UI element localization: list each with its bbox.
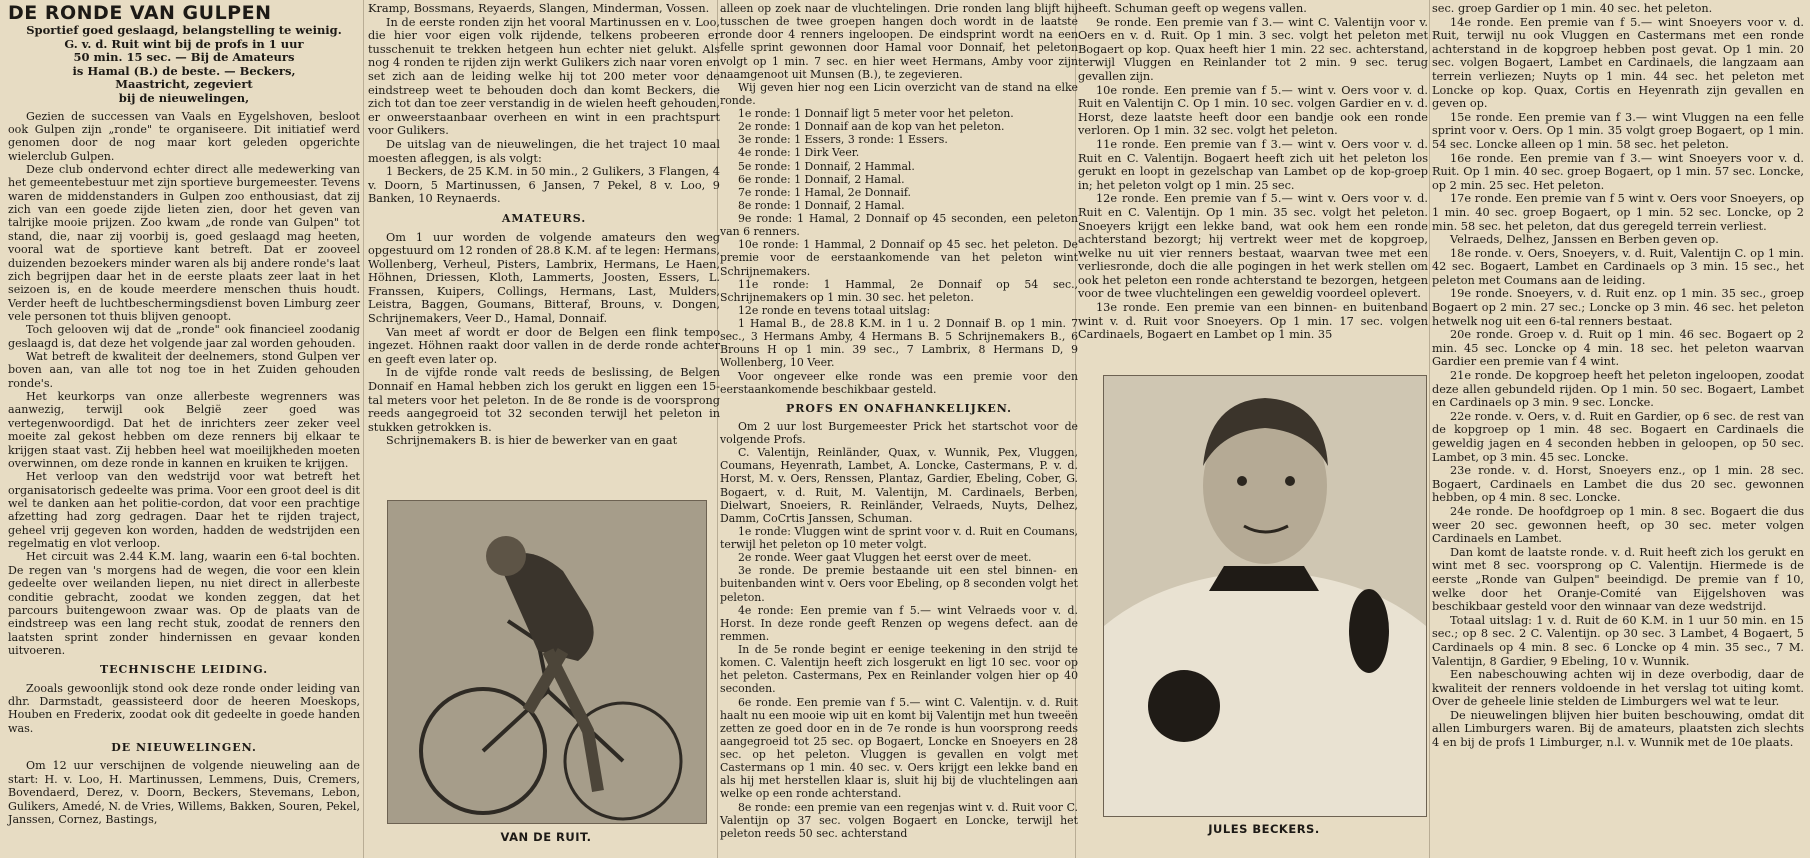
- paragraph: Gezien de successen van Vaals en Eygelshoven, besloot ook Gulpen zijn „ronde" te organiseere. Dit initiatief werd genomen door de nog maar kort geleden opgerichte wielerclub Gulpen.: [8, 109, 360, 163]
- paragraph: Een nabeschouwing achten wij in deze overbodig, daar de kwaliteit der renners voldoende in het verslag tot uiting komt. Over de geheele linie stelden de Limburgers wel wat te leur.: [1432, 668, 1804, 709]
- paragraph: Om 1 uur worden de volgende amateurs den weg opgestuurd om 12 ronden of 28.8 K.M. af te legen: Hermans, Wollenberg, Verheul, Pisters, Lambrix, Hermans, Le Haen, Höhnen, Driessen, Kloth, Lammerts, Joosten, Essers, L. Franssen, Kuipers, Collings, Hermans, Last, Mulders, Leistra, Baggen, Goumans, Bitteraf, Brouns, v. Dongen, Schrijnemakers, Veer D., Hamal, Donnaif.: [368, 230, 720, 326]
- paragraph: 19e ronde. Snoeyers, v. d. Ruit enz. op 1 min. 35 sec., groep Bogaert op 2 min. 27 sec.; Loncke op 3 min. 46 sec. het peleton hetwelk nog uit een 6-tal renners bestaat.: [1432, 287, 1804, 328]
- paragraph: 15e ronde. Een premie van f 3.— wint Vluggen na een felle sprint voor v. Oers. Op 1 min. 35 volgt groep Bogaert, op 1 min. 54 sec. Loncke alleen op 1 min. 58 sec. het peleton.: [1432, 110, 1804, 151]
- section-heading-profs: PROFS EN ONAFHANKELIJKEN.: [786, 401, 1012, 415]
- round-standing: 2e ronde: 1 Donnaif aan de kop van het peleton.: [738, 120, 1005, 134]
- paragraph: Velraeds, Delhez, Janssen en Berben geven op.: [1450, 233, 1719, 247]
- paragraph: C. Valentijn, Reinländer, Quax, v. Wunnik, Pex, Vluggen, Coumans, Heyenrath, Lambet, A. Loncke, Castermans, P. v. d. Horst, M. v. Oers, Renssen, Plantaz, Gardier, Ebeling, Cober, G. Bogaert, v. d. Ruit, M. Valentijn, M. Cardinaels, Berben, Dielwart, Snoeiers, R. Reinländer, Velraeds, Nuyts, Delhez, Damm, CoCrtis Janssen, Schuman.: [720, 446, 1078, 525]
- paragraph: 1e ronde: Vluggen wint de sprint voor v. d. Ruit en Coumans, terwijl het peleton op 10 meter volgt.: [720, 524, 1078, 551]
- paragraph: 14e ronde. Een premie van f 5.— wint Snoeyers voor v. d. Ruit, terwijl nu ook Vluggen en Castermans met een ronde achterstand in de kopgroep hebben post gevat. Op 1 min. 20 sec. volgen Bogaert, Lambet en Cardinaels, die langzaam aan terrein verliezen; Nuyts op 1 min. 44 sec. het peleton met Loncke op kop. Quax, Cortis en Heyenrath zijn gevallen en geven op.: [1432, 15, 1804, 111]
- section-heading-nieuwelingen: DE NIEUWELINGEN.: [111, 741, 257, 755]
- paragraph: 11e ronde. Een premie van f 3.— wint v. Oers voor v. d. Ruit en C. Valentijn. Bogaert heeft zich uit het peleton los gerukt en loopt in gezelschap van Lambet op de kop-groep in; het peleton volgt op 1 min. 25 sec.: [1078, 137, 1428, 192]
- paragraph: De nieuwelingen blijven hier buiten beschouwing, omdat dit allen Limburgers waren. Bij de amateurs, plaatsten zich slechts 4 en bij de profs 1 Limburger, n.l. v. Wunnik met de 10e plaats.: [1432, 708, 1804, 750]
- paragraph: Dan komt de laatste ronde. v. d. Ruit heeft zich los gerukt en wint met 8 sec. voorsprong op C. Valentijn. Hiermede is de eerste „Ronde van Gulpen" beeindigd. De premie van f 10, welke door het Oranje-Comité van Eijgelshoven was beschikbaar gesteld voor den winnaar van deze wedstrijd.: [1432, 545, 1804, 614]
- article-column-3: [720, 2, 1078, 840]
- article-column-4: [1078, 2, 1428, 342]
- paragraph: 20e ronde. Groep v. d. Ruit op 1 min. 46 sec. Bogaert op 2 min. 45 sec. Loncke op 4 min. 18 sec. het peleton waarvan Gardier een premie van f 4 wint.: [1432, 328, 1804, 369]
- column-rule: [363, 0, 364, 858]
- paragraph: 18e ronde. v. Oers, Snoeyers, v. d. Ruit, Valentijn C. op 1 min. 42 sec. Bogaert, Lambet en Cardinaels op 3 min. 15 sec., het peleton met Coumans aan de leiding.: [1432, 246, 1804, 287]
- round-standing: 11e ronde: 1 Hammal, 2e Donnaif op 54 sec., Schrijnemakers op 1 min. 30 sec. het peleton.: [720, 277, 1078, 304]
- final-result: Totaal uitslag: 1 v. d. Ruit de 60 K.M. in 1 uur 50 min. en 15 sec.; op 8 sec. 2 C. Valentijn. op 30 sec. 3 Lambet, 4 Bogaert, 5 Cardinaels op 4 min. 8 sec. 6 Loncke op 4 min. 35 sec., 7 M. Valentijn, 8 Gardier, 9 Ebeling, 10 v. Wunnik.: [1432, 613, 1804, 668]
- paragraph: Schrijnemakers B. is hier de bewerker van en gaat: [386, 434, 678, 448]
- paragraph: 24e ronde. De hoofdgroep op 1 min. 8 sec. Bogaert die dus weer 20 sec. gewonnen heeft, op 30 sec. meter volgen Cardinaels en Lambet.: [1432, 504, 1804, 546]
- round-standing: 10e ronde: 1 Hammal, 2 Donnaif op 45 sec. het peleton. De premie voor de eerstaankomende van het peleton wint Schrijnemakers.: [720, 238, 1078, 278]
- paragraph: De uitslag van de nieuwelingen, die het traject 10 maal moesten afleggen, is als volgt:: [368, 137, 720, 165]
- round-standing: 8e ronde: 1 Donnaif, 2 Hamal.: [738, 198, 905, 212]
- round-standing: 1e ronde: 1 Donnaif ligt 5 meter voor het peleton.: [738, 107, 1014, 120]
- paragraph: 13e ronde. Een premie van een binnen- en buitenband wint v. d. Ruit voor Snoeyers. Op 1 min. 17 sec. volgen Cardinaels, Bogaert en Lambet op 1 min. 35: [1078, 301, 1428, 342]
- paragraph: Wij geven hier nog een Licin overzicht van de stand na elke ronde.: [720, 80, 1078, 107]
- column-rule: [1429, 0, 1430, 858]
- article-subheadline: Sportief goed geslaagd, belangstelling te weinig. G. v. d. Ruit wint bij de profs in 1 uur 50 min. 15 sec. — Bij de Amateurs is Hamal (B.) de beste. — Beckers, Maastricht, zegeviert bij de nieuwelingen,: [26, 23, 342, 105]
- paragraph: 8e ronde: een premie van een regenjas wint v. d. Ruit voor C. Valentijn op 37 sec. volgen Bogaert en Loncke, terwijl het peleton reeds 50 sec. achterstand: [720, 800, 1078, 840]
- paragraph: 17e ronde. Een premie van f 5 wint v. Oers voor Snoeyers, op 1 min. 40 sec. groep Bogaert, op 1 min. 52 sec. Loncke, op 2 min. 58 sec. het peleton, dat dus geregeld terrein verliest.: [1432, 192, 1804, 233]
- paragraph: Om 12 uur verschijnen de volgende nieuweling aan de start: H. v. Loo, H. Martinussen, Lemmens, Duis, Cremers, Bovendaerd, Derez, v. Doorn, Beckers, Stevemans, Lebon, Gulikers, Amedé, N. de Vries, Willems, Bakken, Souren, Pekel, Janssen, Cornez, Bastings,: [8, 759, 360, 826]
- article-column-1: [8, 2, 360, 826]
- paragraph: Van meet af wordt er door de Belgen een flink tempo ingezet. Höhnen raakt door vallen in de derde ronde achter en geeft even later op.: [368, 325, 720, 366]
- paragraph: 2e ronde. Weer gaat Vluggen het eerst over de meet.: [738, 551, 1032, 565]
- paragraph: 16e ronde. Een premie van f 3.— wint Snoeyers voor v. d. Ruit. Op 1 min. 40 sec. groep Bogaert, op 1 min. 57 sec. Loncke, op 2 min. 25 sec. Het peleton.: [1432, 151, 1804, 192]
- photo-van-de-ruit: [387, 500, 707, 824]
- round-standing: 3e ronde: 1 Essers, 3 ronde: 1 Essers.: [738, 133, 948, 147]
- paragraph: 9e ronde. Een premie van f 3.— wint C. Valentijn voor v. Oers en v. d. Ruit. Op 1 min. 3 sec. volgt het peleton met Bogaert op kop. Quax heeft hier 1 min. 22 sec. achterstand, terwijl Vluggen en Reinlander tot 2 min. 9 sec. terug gevallen zijn.: [1078, 15, 1428, 83]
- paragraph: 1 Hamal B., de 28.8 K.M. in 1 u. 2 Donnaif B. op 1 min. 7 sec., 3 Hermans Amby, 4 Hermans B. 5 Schrijnemakers B., 6 Brouns H op 1 min. 39 sec., 7 Lambrix, 8 Hermans D, 9 Wollenberg, 10 Veer.: [720, 317, 1078, 370]
- paragraph: sec. groep Gardier op 1 min. 40 sec. het peleton.: [1432, 2, 1713, 15]
- paragraph: 3e ronde. De premie bestaande uit een stel binnen- en buitenbanden wint v. Oers voor Ebeling, op 8 seconden volgt het peleton.: [720, 564, 1078, 604]
- paragraph: 22e ronde. v. Oers, v. d. Ruit en Gardier, op 6 sec. de rest van de kopgroep op 1 min. 48 sec. Bogaert en Cardinaels die geweldig jagen en 4 seconden hebben in geloopen, op 50 sec. Lambet, op 3 min. 45 sec. Loncke.: [1432, 409, 1804, 464]
- photo-caption-van-de-ruit: VAN DE RUIT.: [500, 830, 592, 844]
- photo-jules-beckers: [1103, 375, 1427, 817]
- paragraph: In de 5e ronde begint er eenige teekening in den strijd te komen. C. Valentijn heeft zich losgerukt en ligt 10 sec. voor op het peleton. Castermans, Pex en Reinlander volgen hier op 40 seconden.: [720, 643, 1078, 696]
- paragraph: 1 Beckers, de 25 K.M. in 50 min., 2 Gulikers, 3 Flangen, 4 v. Doorn, 5 Martinussen, 6 Jansen, 7 Pekel, 8 v. Loo, 9 Banken, 10 Reynaerds.: [368, 165, 720, 206]
- section-heading-technische-leiding: TECHNISCHE LEIDING.: [99, 663, 269, 677]
- paragraph: heeft. Schuman geeft op wegens vallen.: [1078, 2, 1307, 15]
- round-standing: 4e ronde: 1 Dirk Veer.: [738, 146, 860, 160]
- round-standing: 9e ronde: 1 Hamal, 2 Donnaif op 45 seconden, een peleton van 6 renners.: [720, 212, 1078, 239]
- paragraph: alleen op zoek naar de vluchtelingen. Drie ronden lang blijft hij tusschen de twee groepen hangen doch wordt in de laatste ronde door 4 renners ingeloopen. De eindsprint wordt na een felle sprint gewonnen door Hamal voor Donnaif, het peleton volgt op 1 min. 7 sec. en hier weet Hermans, Amby voor zijn naamgenoot uit Munsen (B.), te zegevieren.: [720, 2, 1078, 81]
- article-headline: DE RONDE VAN GULPEN: [8, 2, 272, 24]
- round-standing: 5e ronde: 1 Donnaif, 2 Hammal.: [738, 159, 915, 173]
- paragraph: Toch gelooven wij dat de „ronde" ook financieel zoodanig geslaagd is, dat deze het volgende jaar zal worden gehouden.: [8, 323, 360, 350]
- paragraph: 12e ronde en tevens totaal uitslag:: [738, 303, 931, 317]
- paragraph: 23e ronde. v. d. Horst, Snoeyers enz., op 1 min. 28 sec. Bogaert, Cardinaels en Lambet die dus 20 sec. gewonnen hebben, op 4 min. 8 sec. Loncke.: [1432, 464, 1804, 505]
- round-standing: 6e ronde: 1 Donnaif, 2 Hamal.: [738, 172, 905, 186]
- paragraph: 21e ronde. De kopgroep heeft het peleton ingeloopen, zoodat deze allen gebundeld rijden. Op 1 min. 50 sec. Bogaert, Lambet en Cardinaels op 3 min. 9 sec. Loncke.: [1432, 369, 1804, 410]
- paragraph: Voor ongeveer elke ronde was een premie voor den eerstaankomende beschikbaar gesteld.: [720, 369, 1078, 396]
- paragraph: Het verloop van den wedstrijd voor wat betreft het organisatorisch gedeelte was prima. Voor een groot deel is dit wel te danken aan het politie-cordon, dat voor een prachtige afzetting had zorg gedragen. Daar het te rijden traject, geheel vrij gegeven kon worden, hadden de wedstrijden een regelmatig en vlot verloop.: [8, 470, 360, 551]
- paragraph: Het circuit was 2.44 K.M. lang, waarin een 6-tal bochten. De regen van 's morgens had de wegen, die voor een klein gedeelte over weilanden liepen, nu niet direct in allerbeste conditie gebracht, zoodat we konden zeggen, dat het parcours buitengewoon zwaar was. Op de plaats van de eindstreep was een lang recht stuk, zoodat de renners den laatsten sprint zonder hindernissen en gevaar konden uitvoeren.: [8, 550, 360, 657]
- portrait-illustration: [1104, 376, 1426, 816]
- paragraph: In de eerste ronden zijn het vooral Martinussen en v. Loo, die hier voor eigen volk rijdende, telkens probeeren er tusschenuit te trekken hetgeen hun echter niet gelukt. Als nog 4 ronden te rijden zijn werkt Gulikers zich naar voren en set zich aan de leiding welke hij tot 200 meter voor de eindstreep weet te behouden doch dan komt Beckers, die zich tot dan toe zeer verstandig in de wielen heeft gehouden, er onweerstaanbaar overheen en wint in een prachtspurt voor Gulikers.: [368, 15, 720, 138]
- paragraph: 6e ronde. Een premie van f 5.— wint C. Valentijn. v. d. Ruit haalt nu een mooie wip uit en komt bij Valentijn met hun tweeën zetten ze goed door en in de 7e ronde is hun voorsprong reeds aangegroeid tot 25 sec. op Bogaert, Loncke en Snoeyers en 28 sec. op het peleton. Vluggen is gevallen en volgt met Castermans op 1 min. 40 sec. v. Oers krijgt een lekke band en als hij met herstellen klaar is, sluit hij bij de vluchtelingen aan welke op een ronde achterstand.: [720, 695, 1078, 801]
- paragraph: 12e ronde. Een premie van f 5.— wint v. Oers voor v. d. Ruit en C. Valentijn. Op 1 min. 35 sec. volgt het peleton. Snoeyers krijgt een lekke band, wat ook hem een ronde achterstand bezorgt; hij vertrekt weer met de kopgroep, welke nu uit vier renners bestaat, waarvan twee met een verliesronde, doch die alle pogingen in het werk stellen om ook het peleton een ronde achterstand te bezorgen, hetgeen voor de twee vluchtelingen een geweldig voordeel oplevert.: [1078, 192, 1428, 301]
- paragraph: Kramp, Bossmans, Reyaerds, Slangen, Minderman, Vossen.: [368, 2, 710, 15]
- paragraph: 10e ronde. Een premie van f 5.— wint v. Oers voor v. d. Ruit en Valentijn C. Op 1 min. 10 sec. volgen Gardier en v. d. Horst, deze laatste heeft door een bandje ook een ronde verloren. Op 1 min. 32 sec. volgt het peleton.: [1078, 83, 1428, 138]
- paragraph: Het keurkorps van onze allerbeste wegrenners was aanwezig, terwijl ook België zeer goed was vertegenwoordigd. Dat het de inrichters zeer zeker veel moeite zal gekost hebben om deze renners bij elkaar te krijgen staat vast. Zij hebben heel wat moeilijkheden moeten overwinnen, om deze ronde in kannen en kruiken te krijgen.: [8, 390, 360, 470]
- paragraph: In de vijfde ronde valt reeds de beslissing, de Belgen Donnaif en Hamal hebben zich los gerukt en liggen een 15-tal meters voor het peleton. In de 8e ronde is de voorsprong reeds aangegroeid tot 32 seconden terwijl het peleton in stukken getrokken is.: [368, 366, 720, 434]
- article-column-2: [368, 2, 720, 448]
- paragraph: Wat betreft de kwaliteit der deelnemers, stond Gulpen ver boven aan, van alle tot nog toe in het Zuiden gehouden ronde's.: [8, 350, 360, 390]
- paragraph: 4e ronde: Een premie van f 5.— wint Velraeds voor v. d. Horst. In deze ronde geeft Renzen op wegens defect. aan de remmen.: [720, 603, 1078, 643]
- cyclist-illustration: [388, 501, 706, 823]
- paragraph: Om 2 uur lost Burgemeester Prick het startschot voor de volgende Profs.: [720, 419, 1078, 446]
- paragraph: Deze club ondervond echter direct alle medewerking van het gemeentebestuur met zijn sportieve burgemeester. Tevens waren de middenstanders in Gulpen zoo enthousiast, dat zij zich van een goede zijde lieten zien, door het geven van talrijke mooie prijzen. Zoo kwam „de ronde van Gulpen" tot stand, die, naar zij voorbij is, goed geslaagd mag heeten, vooral wat de sportieve kant betreft. Dat er zooveel duizenden bezoekers minder waren als bij andere ronde's laat zich begrijpen daar het in de eerste plaats zeer laat in het seizoen is, en de koude meerdere menschen thuis houdt. Verder heeft de luchtbeschermingsdienst boven Limburg zeer vele personen tot thuis blijven genoopt.: [8, 163, 360, 323]
- section-heading-amateurs: AMATEURS.: [501, 211, 587, 225]
- photo-caption-jules-beckers: JULES BECKERS.: [1208, 822, 1320, 836]
- paragraph: Zooals gewoonlijk stond ook deze ronde onder leiding van dhr. Darmstadt, geassisteerd door de heeren Moeskops, Houben en Frederix, zoodat ook dit gedeelte in goede handen was.: [8, 681, 360, 735]
- round-standing: 7e ronde: 1 Hamal, 2e Donnaif.: [738, 185, 912, 199]
- article-column-5: [1432, 2, 1804, 750]
